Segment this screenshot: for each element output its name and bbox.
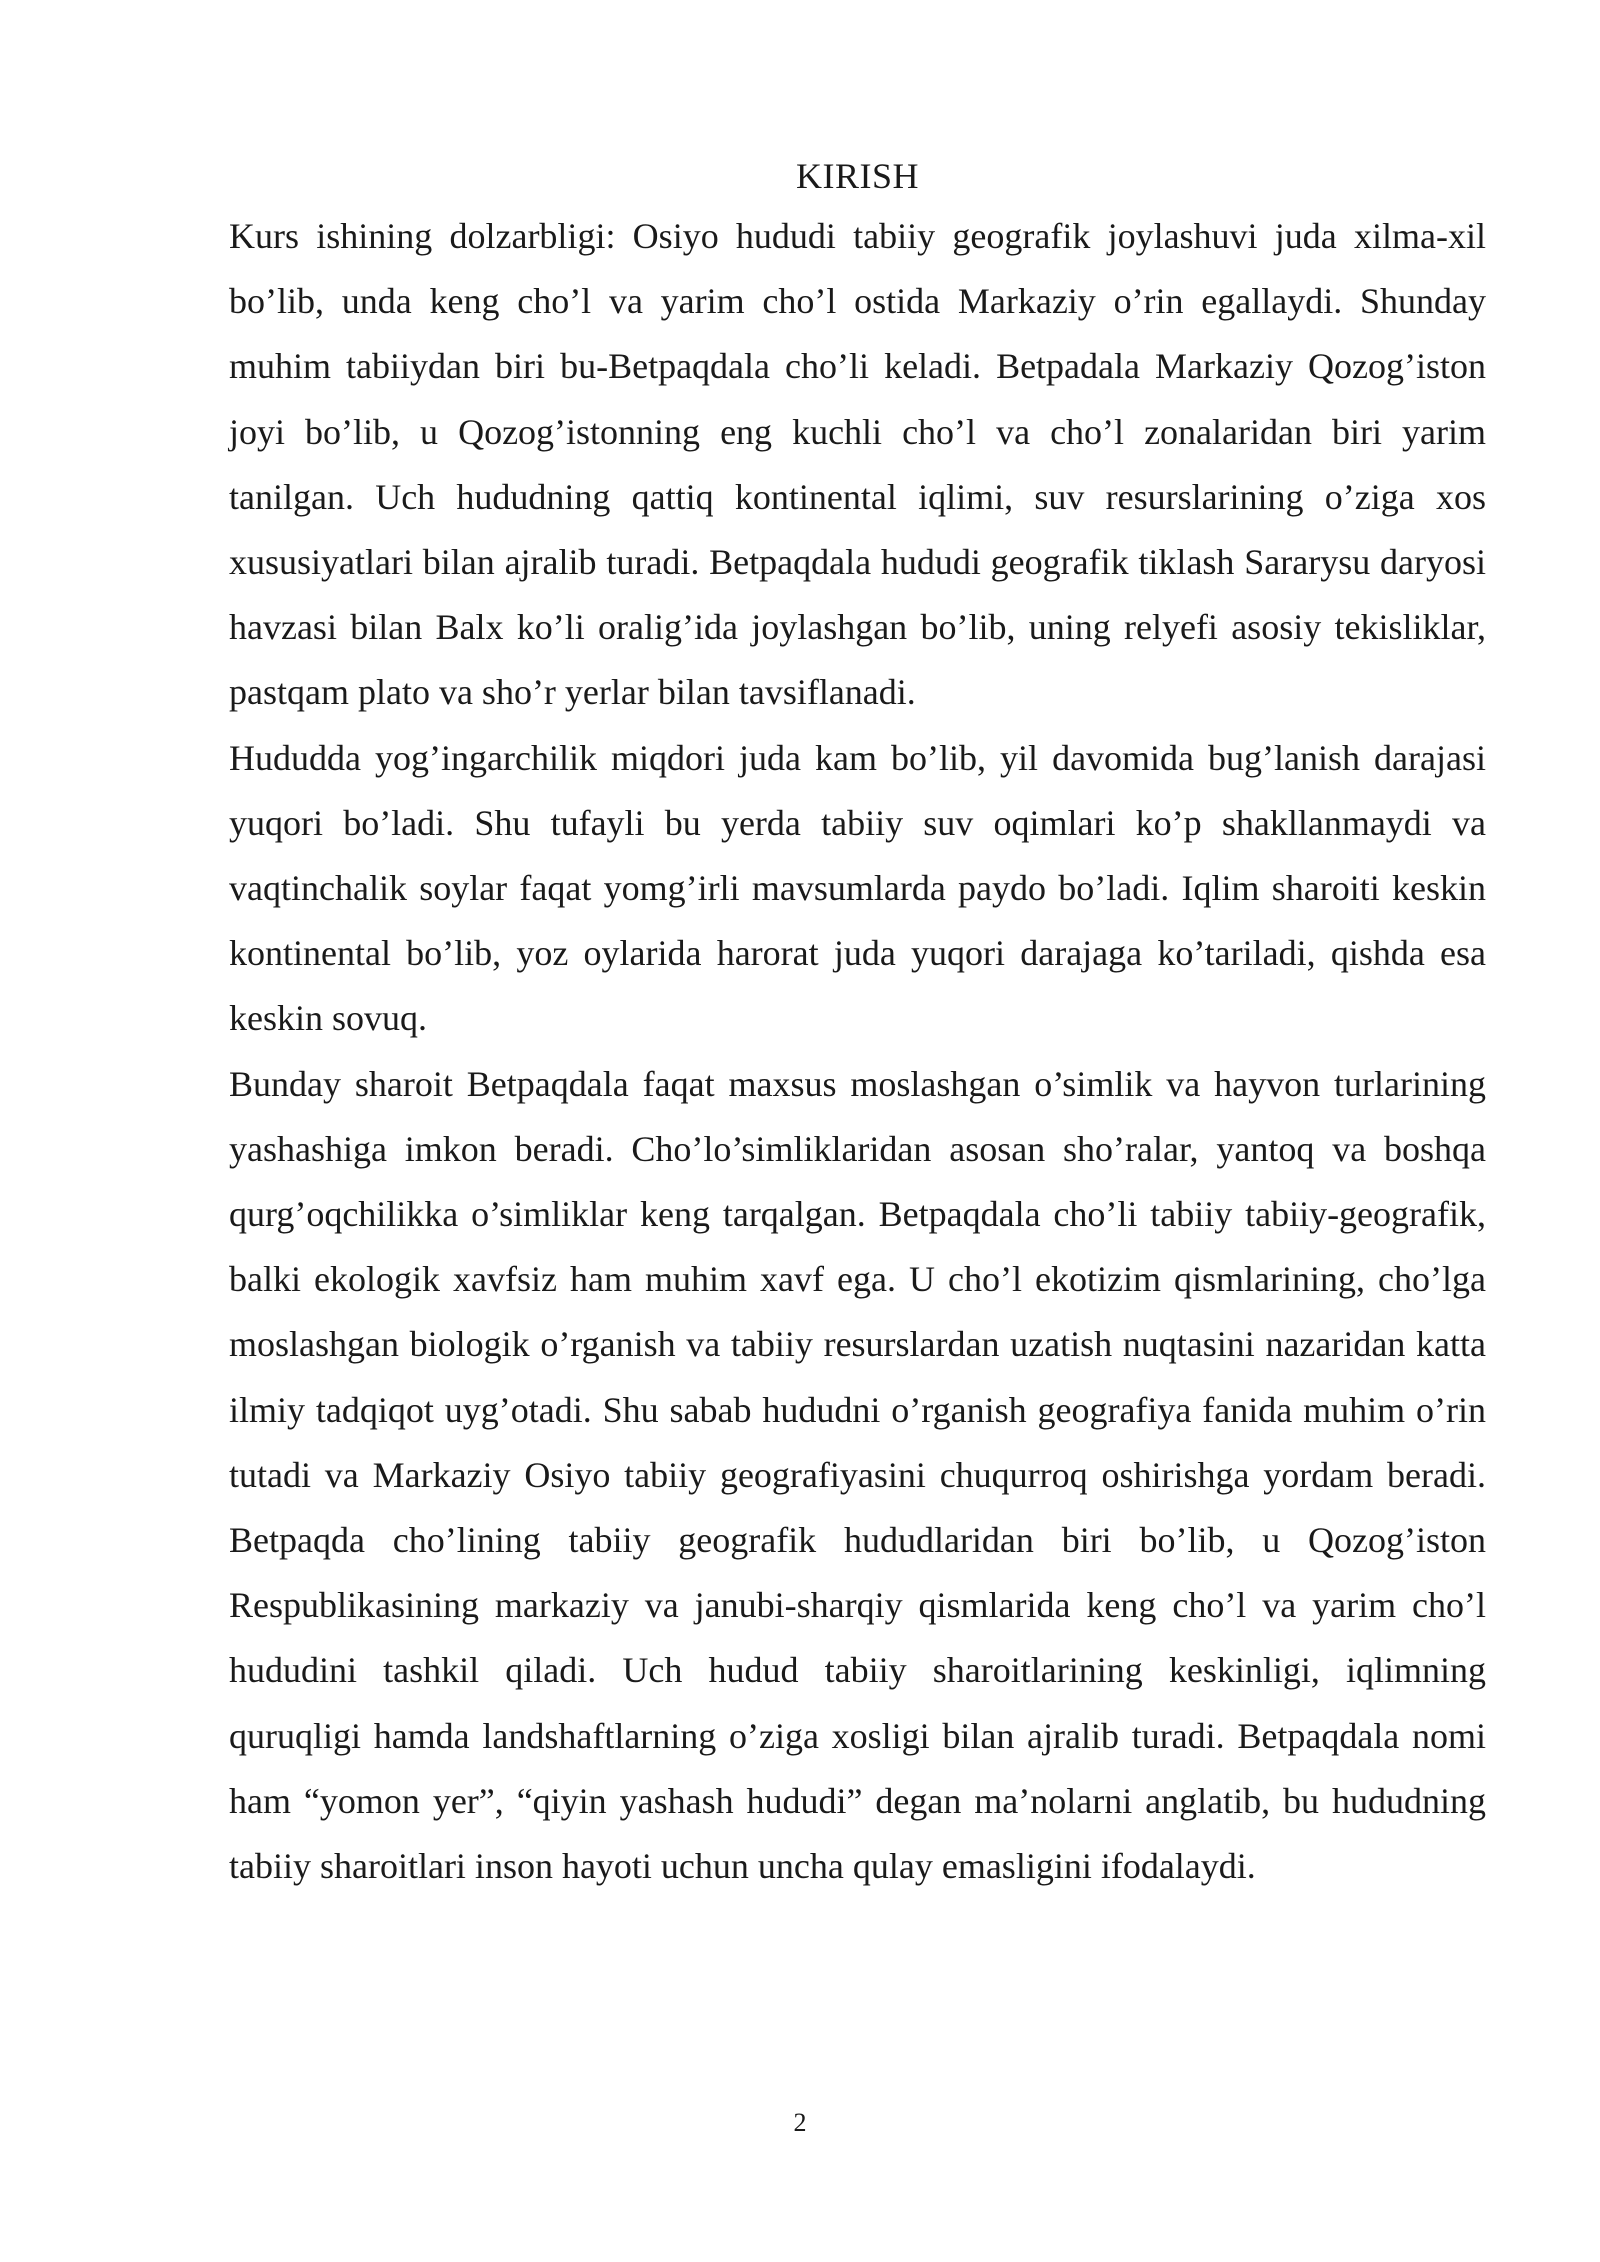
paragraph-climate: Hududda yog’ingarchilik miqdori juda kam bo’lib, yil davomida bug’lanish darajasi yuqori bo’ladi. Shu tufayli bu yerda tabiiy suv oqimlari ko’p shakllanmaydi va vaqtinchalik soylar faqat yomg’irli mavsumlarda paydo bo’ladi. Iqlim sharoiti keskin kontinental bo’lib, yoz oylarida harorat juda yuqori darajaga ko’tariladi, qishda esa keskin sovuq. — [229, 737, 1486, 1039]
section-title: KIRISH — [795, 156, 919, 196]
page-content — [229, 148, 1486, 1899]
page-number: 2 — [793, 2108, 807, 2137]
paragraph-relevance: Kurs ishining dolzarbligi: Osiyo hududi tabiiy geografik joylashuvi juda xilma-xil bo’lib, unda keng cho’l va yarim cho’l ostida Markaziy o’rin egallaydi. Shunday muhim tabiiydan biri bu-Betpaqdala cho’li keladi. Betpadala Markaziy Qozog’iston joyi bo’lib, u Qozog’istonning eng kuchli cho’l va cho’l zonalaridan biri yarim tanilgan. Uch hududning qattiq kontinental iqlimi, suv resurslarining o’ziga xos xususiyatlari bilan ajralib turadi. Betpaqdala hududi geografik tiklash Sararysu daryosi havzasi bilan Balx ko’li oralig’ida joylashgan bo’lib, uning relyefi asosiy tekisliklar, pastqam plato va sho’r yerlar bilan tavsiflanadi. — [229, 216, 1486, 713]
paragraph-flora-fauna: Bunday sharoit Betpaqdala faqat maxsus moslashgan o’simlik va hayvon turlarining yashashiga imkon beradi. Cho’lo’simliklaridan asosan sho’ralar, yantoq va boshqa qurg’oqchilikka o’simliklar keng tarqalgan. Betpaqdala cho’li tabiiy tabiiy-geografik, balki ekologik xavfsiz ham muhim xavf ega. U cho’l ekotizim qismlarining, cho’lga moslashgan biologik o’rganish va tabiiy resurslardan uzatish nuqtasini nazaridan katta ilmiy tadqiqot uyg’otadi. Shu sabab hududni o’rganish geografiya fanida muhim o’rin tutadi va Markaziy Osiyo tabiiy geografiyasini chuqurroq oshirishga yordam beradi. Betpaqda cho’lining tabiiy geografik hududlaridan biri bo’lib, u Qozog’iston Respublikasining markaziy va janubi-sharqiy qismlarida keng cho’l va yarim cho’l hududini tashkil qiladi. Uch hudud tabiiy sharoitlarining keskinligi, iqlimning quruqligi hamda landshaftlarning o’ziga xosligi bilan ajralib turadi. Betpaqdala nomi ham “yomon yer”, “qiyin yashash hududi” degan ma’nolarni anglatib, bu hududning tabiiy sharoitlari inson hayoti uchun uncha qulay emasligini ifodalaydi. — [229, 1063, 1486, 1887]
